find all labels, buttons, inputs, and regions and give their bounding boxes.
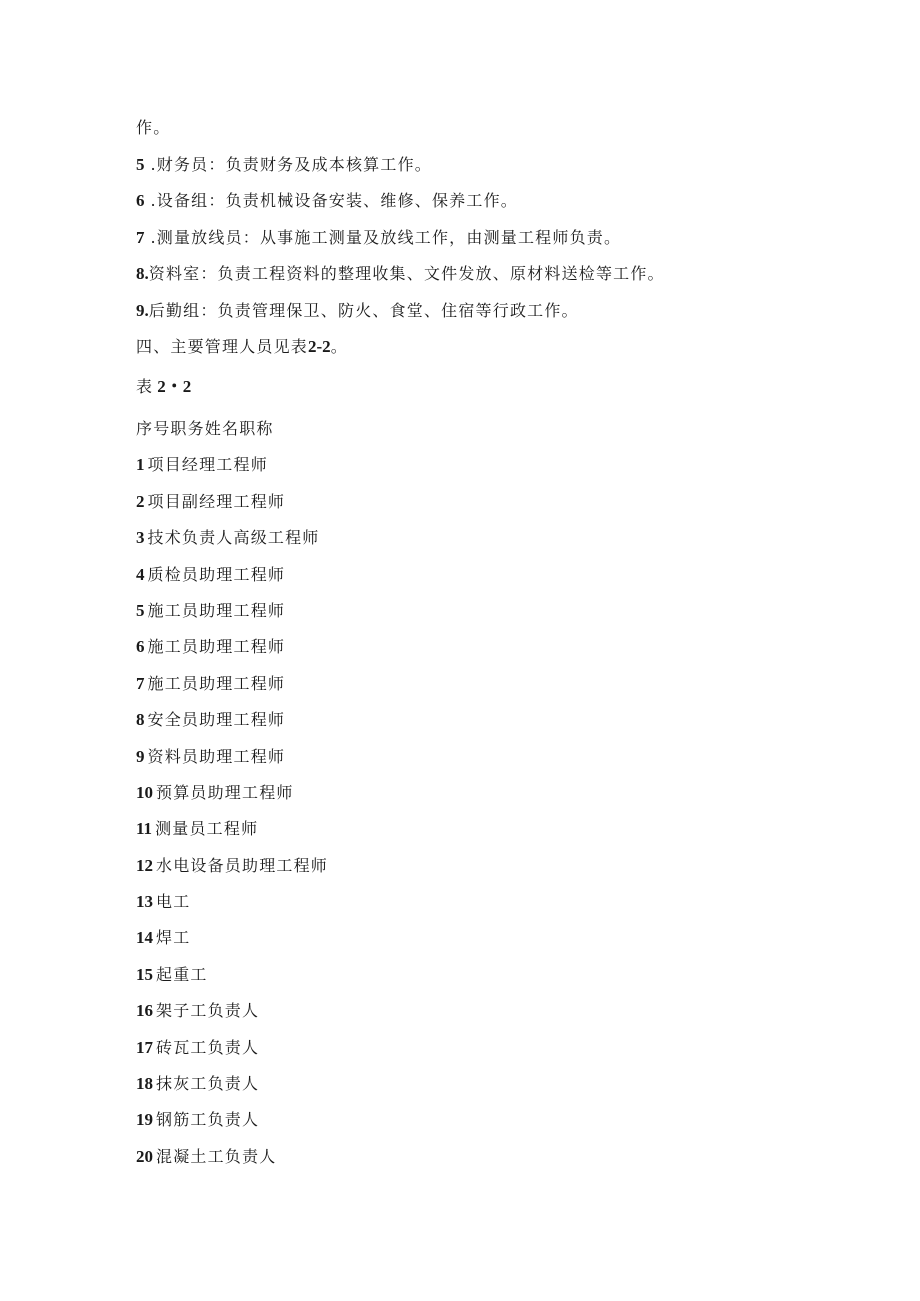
row-number: 8 <box>136 710 145 730</box>
row-text: 技术负责人高级工程师 <box>147 528 320 548</box>
row-number: 11 <box>136 819 153 839</box>
table-row <box>136 1074 880 1094</box>
table-row <box>136 637 880 657</box>
table-header <box>136 419 880 439</box>
table-row <box>136 1110 880 1130</box>
paragraph-text: 四、主要管理人员见表 <box>136 337 309 356</box>
row-text: 混凝土工负责人 <box>156 1146 277 1166</box>
row-number: 1 <box>136 455 145 475</box>
table-row <box>136 965 880 985</box>
row-number: 4 <box>136 564 145 584</box>
paragraph-text: 资料室：负责工程资料的整理收集、文件发放、原材料送检等工作。 <box>148 264 665 283</box>
table-row <box>136 601 880 621</box>
table-caption-prefix: 表 <box>136 377 154 396</box>
row-number: 12 <box>136 855 153 875</box>
row-text: 质检员助理工程师 <box>147 564 286 584</box>
table-row <box>136 747 880 767</box>
table-row <box>136 565 880 585</box>
row-number: 3 <box>136 528 145 548</box>
paragraph-equipment <box>136 191 880 211</box>
paragraph-staff-reference <box>136 337 880 357</box>
table-row <box>136 783 880 803</box>
table-reference: 2-2 <box>308 337 331 356</box>
paragraph-records <box>136 264 880 284</box>
paragraph-surveying <box>136 228 880 248</box>
row-number: 19 <box>136 1110 153 1130</box>
row-number: 17 <box>136 1037 153 1057</box>
paragraph-text: .测量放线员：从事施工测量及放线工作，由测量工程师负责。 <box>150 227 622 247</box>
row-number: 13 <box>136 892 153 912</box>
table-row <box>136 819 880 839</box>
row-text: 水电设备员助理工程师 <box>156 855 329 875</box>
row-text: 安全员助理工程师 <box>147 710 286 730</box>
row-number: 6 <box>136 637 145 657</box>
item-number: 8. <box>136 264 149 283</box>
row-number: 7 <box>136 673 145 693</box>
paragraph-finance <box>136 155 880 175</box>
row-text: 项目副经理工程师 <box>147 491 286 511</box>
table-row <box>136 856 880 876</box>
table-caption-number: 2・2 <box>157 377 192 396</box>
table-row <box>136 1147 880 1167</box>
paragraph-logistics <box>136 301 880 321</box>
table-row <box>136 892 880 912</box>
row-text: 施工员助理工程师 <box>147 673 286 693</box>
duty-paragraphs <box>136 118 880 357</box>
row-number: 15 <box>136 964 153 984</box>
row-number: 16 <box>136 1001 153 1021</box>
row-text: 资料员助理工程师 <box>147 746 286 766</box>
table-header-text: 序号职务姓名职称 <box>136 419 274 438</box>
table-row <box>136 674 880 694</box>
table-row <box>136 492 880 512</box>
row-number: 5 <box>136 600 145 620</box>
row-number: 10 <box>136 782 153 802</box>
row-number: 14 <box>136 928 153 948</box>
row-text: 项目经理工程师 <box>147 455 268 475</box>
table-row <box>136 1001 880 1021</box>
row-text: 焊工 <box>156 928 191 948</box>
row-text: 测量员工程师 <box>155 819 259 839</box>
paragraph-text: .财务员：负责财务及成本核算工作。 <box>150 154 432 174</box>
item-number: 6 <box>136 191 145 210</box>
table-caption <box>136 377 880 397</box>
row-text: 抹灰工负责人 <box>156 1074 260 1094</box>
table-row <box>136 710 880 730</box>
item-number: 9. <box>136 300 149 320</box>
row-text: 起重工 <box>156 964 208 984</box>
row-number: 2 <box>136 491 145 511</box>
document-body <box>136 118 880 1183</box>
row-text: 钢筋工负责人 <box>156 1110 260 1130</box>
row-text: 施工员助理工程师 <box>147 637 286 657</box>
row-text: 预算员助理工程师 <box>156 782 294 802</box>
row-number: 18 <box>136 1074 153 1094</box>
row-number: 20 <box>136 1146 153 1166</box>
row-number: 9 <box>136 746 145 766</box>
table-row <box>136 455 880 475</box>
table-row <box>136 528 880 548</box>
paragraph-continuation <box>136 118 880 138</box>
row-text: 砖瓦工负责人 <box>156 1037 260 1057</box>
paragraph-text: 后勤组：负责管理保卫、防火、食堂、住宿等行政工作。 <box>148 300 579 320</box>
paragraph-text: 作。 <box>136 118 171 137</box>
table-row <box>136 928 880 948</box>
row-text: 施工员助理工程师 <box>147 600 286 620</box>
staff-table-rows <box>136 455 880 1166</box>
paragraph-text-suffix: 。 <box>330 337 348 356</box>
paragraph-text: .设备组：负责机械设备安装、维修、保养工作。 <box>150 191 518 210</box>
item-number: 7 <box>136 227 145 247</box>
item-number: 5 <box>136 154 145 174</box>
row-text: 电工 <box>156 892 191 912</box>
row-text: 架子工负责人 <box>156 1001 260 1021</box>
table-row <box>136 1038 880 1058</box>
